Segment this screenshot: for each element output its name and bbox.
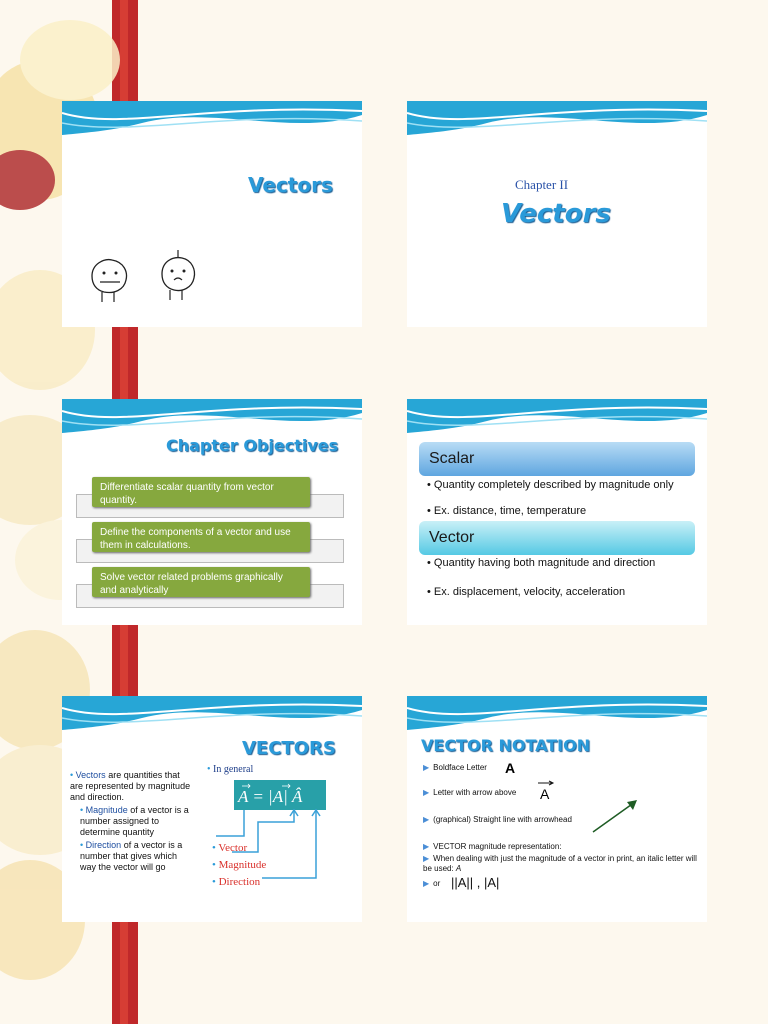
slide-title: Chapter Objectives xyxy=(166,436,339,455)
cartoon-faces-icon xyxy=(86,246,206,306)
definition-text: of a vector is a number assigned to determine quantity xyxy=(80,805,189,837)
notation-or xyxy=(423,879,440,888)
scalar-header: Scalar xyxy=(419,442,695,476)
label-text: Direction xyxy=(218,876,261,888)
arrow-above-icon xyxy=(537,780,555,786)
notation-text: Boldface Letter xyxy=(433,763,487,772)
notation-arrow xyxy=(423,788,516,797)
in-general-label: • In general xyxy=(207,764,254,775)
label-list xyxy=(212,840,266,891)
slide-5 xyxy=(62,696,362,922)
definition-text: are quantities that are represented by magnitude and direction. xyxy=(70,770,191,802)
vector-bullet: • Quantity having both magnitude and direction xyxy=(427,557,656,569)
graphical-arrow-icon xyxy=(591,798,641,834)
objective-3: Solve vector related problems graphically and analytically xyxy=(92,567,310,597)
slide-4 xyxy=(407,399,707,625)
slide-title: VECTORS xyxy=(242,738,336,759)
label-vector: • Vector xyxy=(212,842,248,854)
header-wave xyxy=(407,399,707,437)
slide-3 xyxy=(62,399,362,625)
bullet-text: Quantity having both magnitude and direction xyxy=(433,557,656,569)
bullet-direction: • Direction of a vector is a number that gives which way the vector will go xyxy=(80,840,183,872)
label-magnitude: • Magnitude xyxy=(212,859,267,871)
magnitude-symbols: ||A|| , |A| xyxy=(451,875,500,890)
scalar-bullet: • Ex. distance, time, temperature xyxy=(427,505,587,517)
header-wave xyxy=(407,696,707,734)
header-wave xyxy=(62,696,362,734)
slide-2 xyxy=(407,101,707,327)
header-wave xyxy=(62,399,362,437)
bullet-magnitude: • Magnitude of a vector is a number assigned to determine quantity xyxy=(80,805,189,837)
bullet-text: Ex. distance, time, temperature xyxy=(433,505,587,517)
bullet-arrow-icon: ▶ xyxy=(423,842,430,851)
slide-6 xyxy=(407,696,707,922)
slide-title: VECTOR NOTATION xyxy=(421,736,591,755)
bullet-arrow-icon: ▶ xyxy=(423,788,430,797)
notation-graphical xyxy=(423,815,572,824)
bullet-arrow-icon: ▶ xyxy=(423,879,430,888)
notation-text: (graphical) Straight line with arrowhead xyxy=(433,815,572,824)
term-direction: Direction xyxy=(85,840,122,850)
notation-text: Letter with arrow above xyxy=(433,788,517,797)
term-vectors: Vectors xyxy=(75,770,106,780)
objective-2: Define the components of a vector and use them in calculations. xyxy=(92,522,310,552)
bullet-arrow-icon: ▶ xyxy=(423,815,430,824)
label-direction: • Direction xyxy=(212,876,261,888)
notation-magnitude xyxy=(423,842,562,851)
notation-text: VECTOR magnitude representation: xyxy=(433,842,562,851)
label-text: Vector xyxy=(218,842,248,854)
scalar-bullet: • Quantity completely described by magnitude only xyxy=(427,479,674,491)
boldface-symbol: A xyxy=(505,760,516,776)
header-wave xyxy=(407,101,707,139)
objective-1: Differentiate scalar quantity from vector quantity. xyxy=(92,477,310,507)
italic-symbol: A xyxy=(455,864,462,873)
label-text: Magnitude xyxy=(218,859,267,871)
notation-italic xyxy=(423,854,701,874)
slide-title: Vectors xyxy=(248,173,333,197)
notation-text: When dealing with just the magnitude of a vector in print, an italic letter will be used: xyxy=(423,854,697,873)
arrow-symbol: A xyxy=(540,786,550,802)
bullet-text: Ex. displacement, velocity, acceleration xyxy=(433,586,626,598)
in-general-text: In general xyxy=(213,764,254,775)
definition-list xyxy=(70,770,194,873)
notation-boldface xyxy=(423,763,487,772)
vector-header: Vector xyxy=(419,521,695,555)
header-wave xyxy=(62,101,362,139)
svg-text:A = |A| Â: A = |A| Â xyxy=(238,787,303,806)
vector-bullet: • Ex. displacement, velocity, acceleration xyxy=(427,586,626,598)
bullet-arrow-icon: ▶ xyxy=(423,854,430,863)
notation-text: or xyxy=(433,879,441,888)
term-magnitude: Magnitude xyxy=(85,805,128,815)
slide-title: Vectors xyxy=(501,199,611,229)
bullet-arrow-icon: ▶ xyxy=(423,763,430,772)
definition-text: of a vector is a number that gives which way the vector will go xyxy=(80,840,183,872)
bullet-vectors: • Vectors are quantities that are represented by magnitude and direction. xyxy=(70,770,191,802)
slide-1 xyxy=(62,101,362,327)
bullet-text: Quantity completely described by magnitude only xyxy=(433,479,674,491)
chapter-label: Chapter II xyxy=(515,177,569,192)
